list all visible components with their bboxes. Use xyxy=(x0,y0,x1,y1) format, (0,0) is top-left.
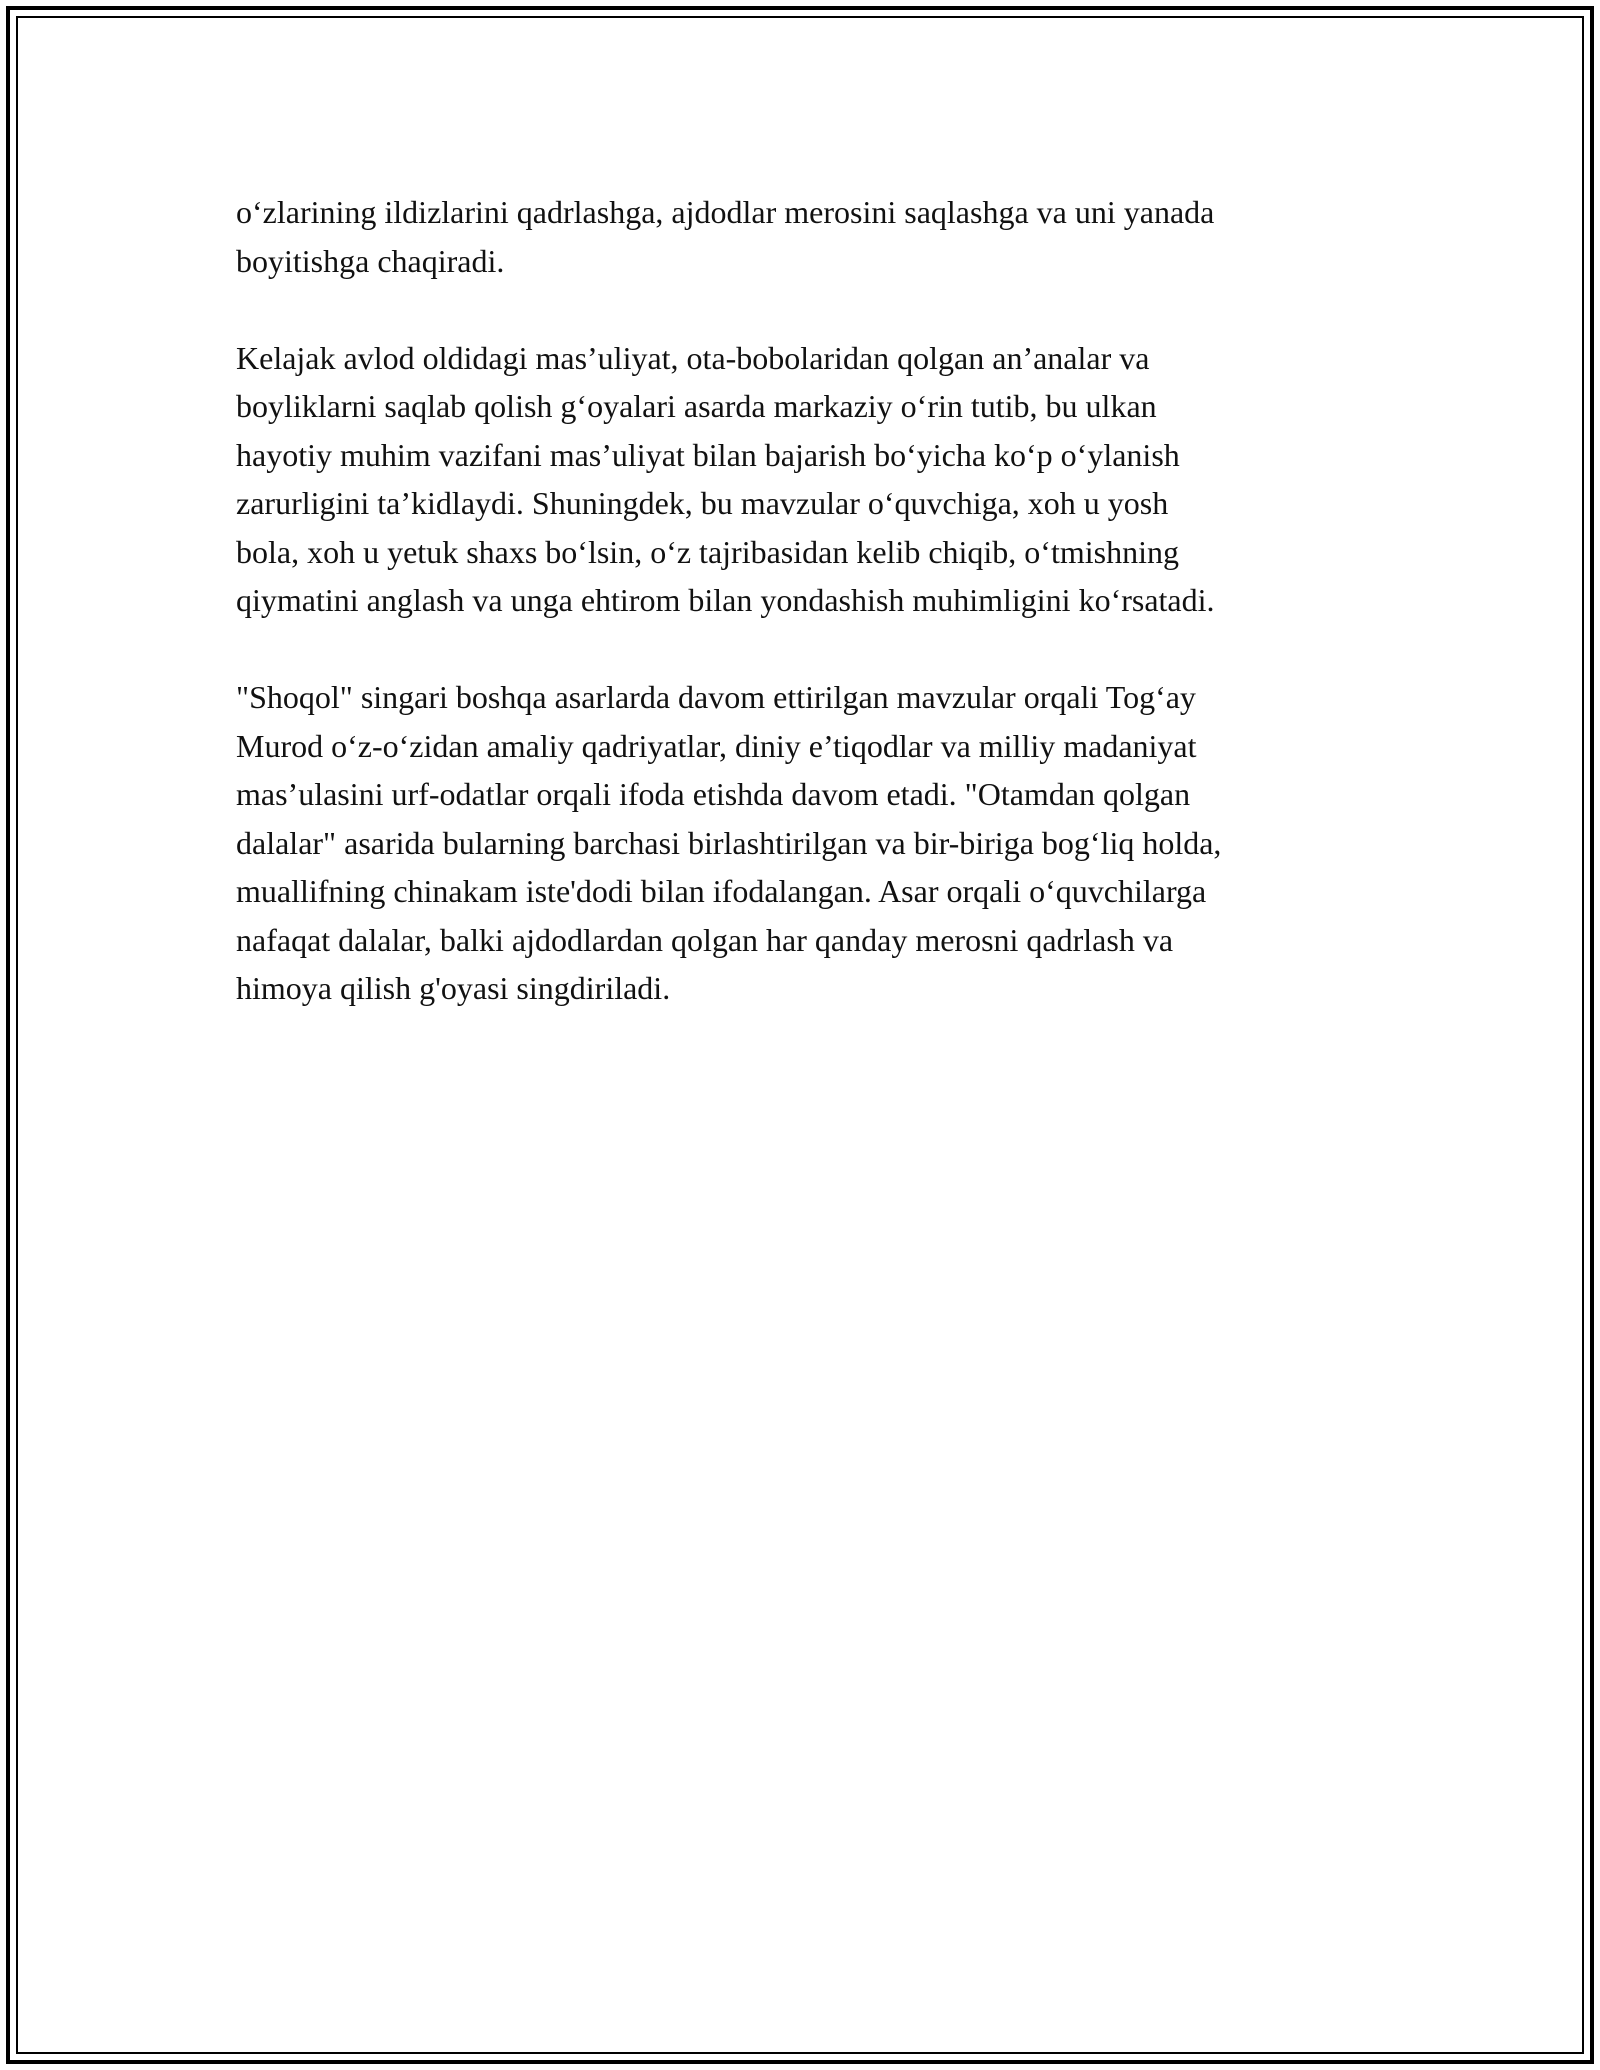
paragraph-2: Kelajak avlod oldidagi mas’uliyat, ota-bobolaridan qolgan an’analar va boyliklarni saqlab qolish g‘oyalari asarda markaziy o‘rin tutib, bu ulkan hayotiy muhim vazifani mas’uliyat bilan bajarish bo‘yicha ko‘p o‘ylanish zarurligini ta’kidlaydi. Shuningdek, bu mavzular o‘quvchiga, xoh u yosh bola, xoh u yetuk shaxs bo‘lsin, o‘z tajribasidan kelib chiqib, o‘tmishning qiymatini anglash va unga ehtirom bilan yondashish muhimligini ko‘rsatadi. xyxy=(236,339,1215,618)
paragraph-3: "Shoqol" singari boshqa asarlarda davom ettirilgan mavzular orqali Tog‘ay Murod o‘z-o‘zidan amaliy qadriyatlar, diniy e’tiqodlar va milliy madaniyat mas’ulasini urf-odatlar orqali ifoda etishda davom etadi. "Otamdan qolgan dalalar" asarida bularning barchasi birlashtirilgan va bir-biriga bog‘liq holda, muallifning chinakam iste'dodi bilan ifodalangan. Asar orqali o‘quvchilarga nafaqat dalalar, balki ajdodlardan qolgan har qanday merosni qadrlash va himoya qilish g'oyasi singdiriladi. xyxy=(236,679,1222,1006)
paragraph-1: o‘zlarining ildizlarini qadrlashga, ajdodlar merosini saqlashga va uni yanada boyitishga chaqiradi. xyxy=(236,194,1215,279)
document-body xyxy=(236,188,1386,1061)
